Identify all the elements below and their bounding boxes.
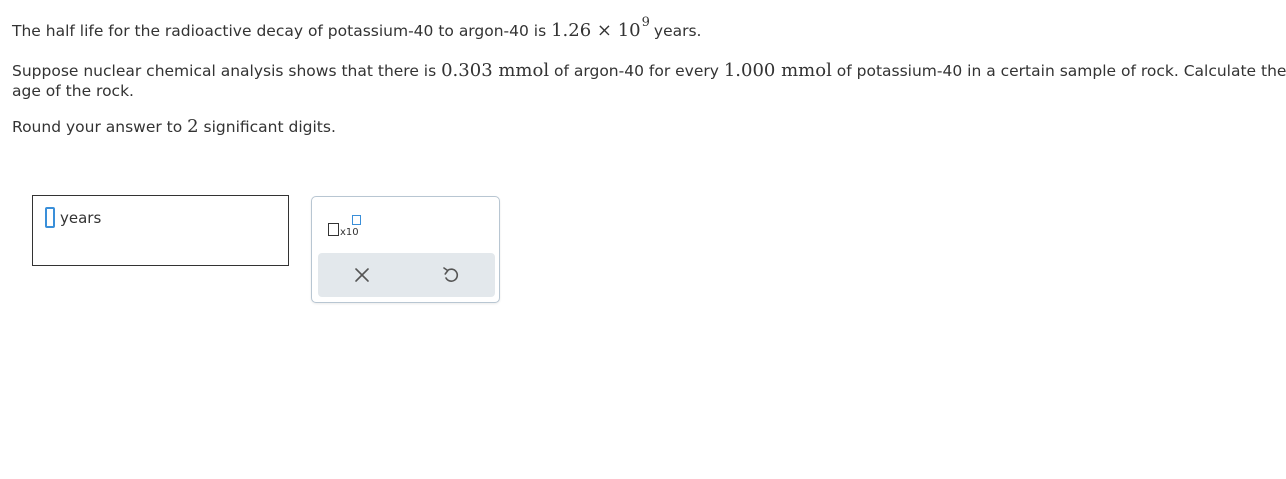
clear-button[interactable]	[351, 264, 373, 286]
significant-digits: 2	[187, 116, 199, 137]
close-icon	[351, 264, 373, 286]
question-text-unit: years.	[653, 22, 702, 40]
question-text: The half life for the radioactive decay of potassium-40 to argon-40 is	[12, 22, 552, 40]
question-line-1	[12, 15, 702, 43]
times-symbol: ×	[591, 20, 618, 41]
scientific-notation-button[interactable]	[326, 214, 372, 240]
action-bar	[318, 253, 495, 297]
x10-label: x10	[340, 227, 359, 238]
question-line-3	[12, 81, 134, 101]
question-line-4	[12, 117, 336, 137]
potassium-amount: 1.000 mmol	[723, 60, 832, 81]
answer-box[interactable]	[32, 195, 289, 266]
half-life-exponent: 9	[641, 15, 650, 30]
rounding-instruction: Round your answer to	[12, 118, 188, 136]
exponent-placeholder-icon	[352, 215, 361, 225]
undo-icon	[440, 264, 462, 286]
question-text: Suppose nuclear chemical analysis shows that there is	[12, 62, 442, 80]
base-placeholder-icon	[328, 223, 339, 236]
math-tool-panel	[311, 196, 500, 303]
question-text: of potassium-40 in a certain sample of rock. Calculate the	[831, 62, 1286, 80]
question-text: of argon-40 for every	[549, 62, 724, 80]
question-text: age of the rock.	[12, 82, 134, 100]
undo-button[interactable]	[440, 264, 462, 286]
answer-unit: years	[60, 209, 102, 227]
answer-input[interactable]	[45, 207, 55, 228]
argon-amount: 0.303 mmol	[441, 60, 550, 81]
rounding-instruction: significant digits.	[198, 118, 336, 136]
half-life-mantissa: 1.26	[551, 20, 592, 41]
half-life-base: 10	[617, 20, 641, 41]
question-line-2	[12, 61, 1286, 81]
